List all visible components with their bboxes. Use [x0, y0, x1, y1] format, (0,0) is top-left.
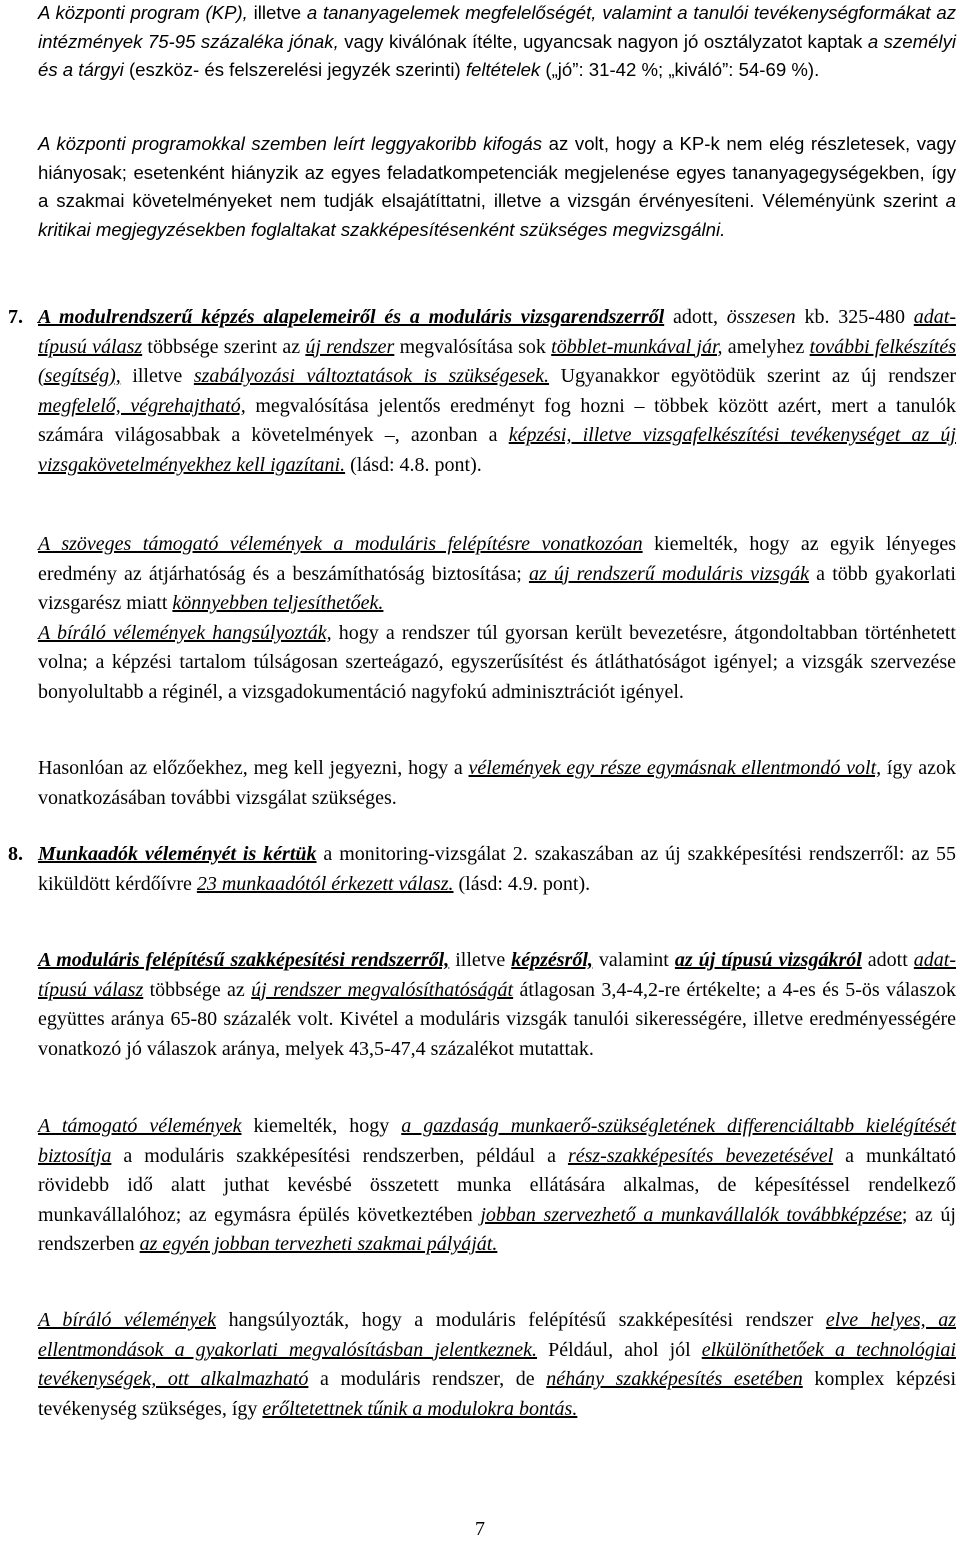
- text-italic-underline: új rendszer: [305, 335, 395, 358]
- text-bold-italic-underline: az új típusú vizsgákról: [674, 949, 862, 971]
- text-italic: A központi program (KP),: [38, 2, 248, 23]
- text: (eszköz- és felszerelési jegyzék szerinti): [123, 59, 466, 81]
- text-bold-italic-underline: A moduláris felépítésű szakképesítési rendszerről,: [38, 949, 450, 971]
- text-italic-underline: könnyebben teljesíthetőek.: [172, 592, 384, 615]
- text-italic-underline: a gazdaság munkaerő-szükségletének differenciáltabb kielégítését biztosítja: [38, 1115, 956, 1167]
- section-number-7: 7.: [8, 306, 23, 328]
- text: többsége szerint az: [142, 335, 306, 358]
- text-italic-underline: elve helyes, az ellentmondások a gyakorlati megvalósításban jelentkeznek.: [38, 1309, 957, 1361]
- text-italic: összesen: [726, 306, 796, 328]
- text-italic-underline: néhány szakképesítés esetében: [546, 1368, 803, 1391]
- text: (lásd: 4.9. pont).: [453, 872, 591, 895]
- text: Például, ahol jól: [537, 1338, 702, 1361]
- paragraph-central-program: [38, 0, 956, 85]
- text: (lásd: 4.8. pont).: [345, 453, 482, 476]
- text-italic-underline: 23 munkaadótól érkezett válasz.: [196, 872, 454, 895]
- text: az volt, hogy a KP-k nem elég részletesek, vagy hiányosak; esetenként hiányzik az egyes feladatkompetenciák megjelenése egyes tananyagegységekben, így a szakmai követelményeket nem tudják elsajátíttatni, illetve a vizsgán érvényesíteni. Véleményünk szerint: [38, 133, 956, 212]
- text: többsége az: [143, 978, 252, 1001]
- text: kiemelték, hogy az egyik lényeges eredmény az átjárhatóság és a beszámíthatóság biztosítása;: [38, 533, 957, 585]
- paragraph-employers-opinion: [38, 840, 956, 899]
- text-italic-underline: A bíráló vélemények hangsúlyozták,: [38, 621, 332, 644]
- text: hogy a rendszer túl gyorsan került bevezetésre, átgondoltabban történhetett volna; a képzési tartalom túlságosan szerteágazó, egyszerűsítést és átláthatóságot igényel; a vizsgák szervezése bonyolultabb a réginél, a vizsgadokumentáció nagyfokú adminisztrációt igényel.: [38, 621, 956, 703]
- text: komplex képzési tevékenység szükséges, így: [38, 1368, 956, 1420]
- paragraph-modular-system-rating: [38, 946, 956, 1064]
- text-italic: a személyi és a tárgyi: [38, 30, 956, 81]
- text: Hasonlóan az előzőekhez, meg kell jegyezni, hogy a: [38, 757, 469, 779]
- text-italic: a tananyagelemek megfelelőségét, valamint a tanulói tevékenységformákat az intézmények 75-95 százaléka jónak,: [38, 2, 956, 52]
- text-italic-underline: az egyén jobban tervezheti szakmai pályáját.: [139, 1233, 498, 1256]
- text: ; az új rendszerben: [38, 1203, 956, 1256]
- text-italic-underline: A támogató vélemények: [38, 1115, 242, 1137]
- text-italic-underline: A szöveges támogató vélemények a moduláris felépítésre vonatkozóan: [38, 533, 643, 555]
- text: a több gyakorlati vizsgarész miatt: [38, 562, 956, 615]
- text-bold-italic-underline: Munkaadók véleményét is kértük: [38, 843, 317, 865]
- text: kiemelték, hogy: [241, 1115, 402, 1137]
- text-italic-underline: képzési, illetve vizsgafelkészítési tevékenységet az új vizsgakövetelményekhez kell igazítani.: [38, 424, 956, 476]
- text-bold-italic-underline: A modulrendszerű képzés alapelemeiről és a moduláris vizsgarendszerről: [38, 306, 665, 328]
- text-italic-underline: szabályozási változtatások is szükségesek.: [193, 365, 550, 388]
- page-number: 7: [475, 1518, 485, 1540]
- text: illetve: [449, 949, 512, 971]
- text: hangsúlyozták, hogy a moduláris felépítésű szakképesítési rendszer: [216, 1309, 826, 1331]
- text-italic-underline: többlet-munkával jár,: [551, 335, 723, 358]
- text-italic-underline: további felkészítés (segítség),: [38, 335, 956, 388]
- paragraph-critical-opinions-employers: [38, 1306, 956, 1424]
- paragraph-central-program-objections: [38, 130, 956, 244]
- paragraph-supporting-opinions-employers: [38, 1112, 956, 1260]
- text: illetve: [247, 2, 307, 23]
- text-italic-underline: adat-típusú válasz: [38, 949, 957, 1001]
- text: a moduláris szakképesítési rendszerben, például a: [111, 1144, 568, 1167]
- text: adott,: [664, 306, 727, 328]
- text-italic-underline: elkülöníthetőek a technológiai tevékenységek, ott alkalmazható: [38, 1338, 956, 1391]
- text-italic-underline: adat-típusú válasz: [38, 306, 956, 358]
- text-italic: feltételek: [465, 59, 541, 81]
- text: a moduláris rendszer, de: [308, 1368, 547, 1391]
- text: így azok vonatkozásában további vizsgálat szükséges.: [38, 757, 956, 809]
- text: a munkáltató rövidebb idő alatt juthat kevésbé összetett munka ellátására alkalmas, de képesítéssel rendelkező munkavállalóhoz; az egymásra épülés következtében: [38, 1144, 956, 1226]
- text: adott: [861, 949, 914, 971]
- text: átlagosan 3,4-4,2-re értékelte; a 4-es és 5-ös válaszok együttes aránya 65-80 százalék volt. Kivétel a moduláris vizsgák tanulói sikerességére, illetve eredményességére vonatkozó jó válaszok aránya, melyek 43,5-47,4 százalékot mutattak.: [38, 978, 956, 1060]
- text-bold-italic-underline: képzésről,: [511, 949, 593, 971]
- text-italic-underline: az új rendszerű moduláris vizsgák: [528, 562, 810, 585]
- text-italic-underline: erőltetettnek tűnik a modulokra bontás.: [262, 1397, 578, 1420]
- paragraph-contradictory-opinions: [38, 754, 956, 813]
- text: a monitoring-vizsgálat 2. szakaszában az új szakképesítési rendszerről: az 55 kiküldött kérdőívre: [38, 843, 956, 895]
- text-italic-underline: megfelelő, végrehajtható,: [38, 394, 246, 417]
- text-italic-underline: A bíráló vélemények: [38, 1309, 217, 1331]
- text: valamint: [592, 949, 675, 971]
- text: („jó”: 31-42 %; „kiváló”: 54-69 %).: [540, 59, 820, 81]
- text-italic-underline: jobban szervezhető a munkavállalók továbbképzése: [480, 1203, 902, 1226]
- text-italic-underline: vélemények egy része egymásnak ellentmondó volt,: [468, 757, 882, 779]
- text: megvalósítása jelentős eredményt fog hozni – többek között azért, mert a tanulók számára világosabbak a követelmények –, azonban a: [38, 394, 956, 447]
- text: vagy kiválónak ítélte, ugyancsak nagyon jó osztályzatot kaptak: [338, 30, 868, 52]
- text-italic-underline: új rendszer megvalósíthatóságát: [251, 978, 514, 1001]
- paragraph-modular-training: [38, 303, 956, 481]
- text: megvalósítása sok: [394, 335, 552, 358]
- text: amelyhez: [722, 335, 810, 358]
- paragraph-supporting-and-critical-opinions: [38, 530, 956, 708]
- text-italic: A központi programokkal szemben leírt leggyakoribb kifogás: [38, 133, 543, 154]
- text-italic-underline: rész-szakképesítés bevezetésével: [567, 1144, 834, 1167]
- text: Ugyanakkor egyötödük szerint az új rendszer: [549, 365, 957, 388]
- text: illetve: [120, 365, 194, 388]
- section-number-8: 8.: [8, 843, 23, 865]
- text: kb. 325-480: [795, 306, 914, 328]
- text-italic: a kritikai megjegyzésekben foglaltakat szakképesítésenként szükséges megvizsgálni.: [38, 190, 956, 240]
